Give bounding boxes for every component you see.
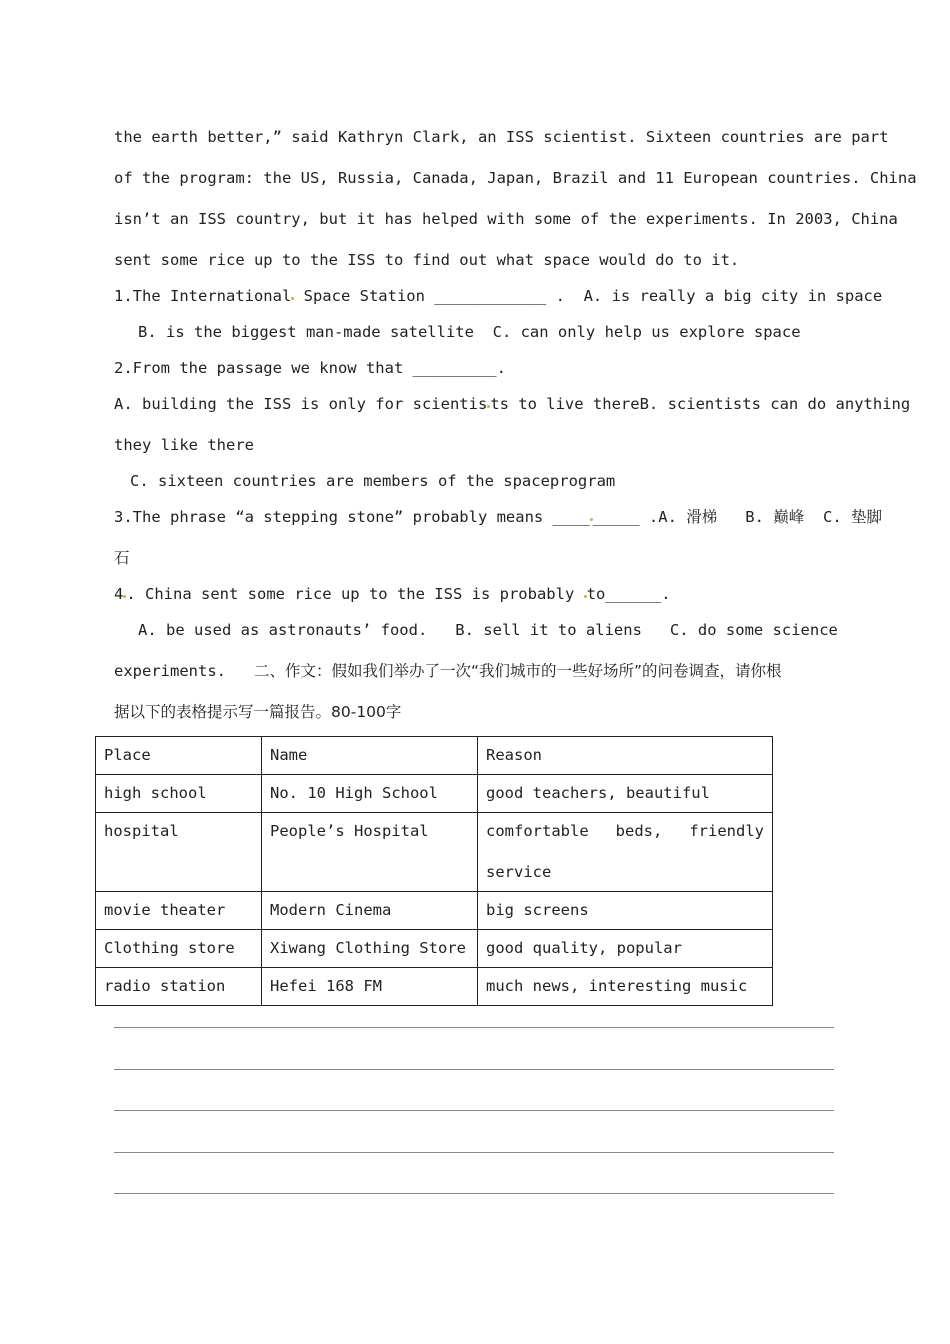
question-1-options-bc: B. is the biggest man-made satellite C. can only help us explore space <box>138 323 801 341</box>
question-4-options: A. be used as astronauts’ food. B. sell it to aliens C. do some science <box>138 621 838 639</box>
question-2-option-c: C. sixteen countries are members of the spaceprogram <box>130 472 616 490</box>
reason-first-line <box>486 820 764 842</box>
question-3 <box>114 506 883 528</box>
table-header-row <box>96 737 773 775</box>
survey-table <box>95 736 773 1006</box>
question-4-stem <box>114 583 844 605</box>
writing-line[interactable] <box>114 1069 834 1070</box>
question-3-option-c: 垫脚 <box>851 508 883 526</box>
writing-line[interactable] <box>114 1027 834 1028</box>
question-4-options-cont-and-writing-prompt <box>114 660 844 682</box>
question-2-option-b-cont: they like there <box>114 436 254 454</box>
table-cell-name: No. 10 High School <box>262 775 478 813</box>
passage-line-1: the earth better,” said Kathryn Clark, an ISS scientist. Sixteen countries are part <box>114 128 889 146</box>
table-cell-reason: much news, interesting music <box>478 968 773 1006</box>
writing-line[interactable] <box>114 1152 834 1153</box>
reason-word-comfortable: comfortable <box>486 822 589 840</box>
table-cell-place: Clothing store <box>96 930 262 968</box>
question-1-stem-b: Space Station ____________ . <box>294 287 565 305</box>
writing-prompt-line-2: 据以下的表格提示写一篇报告。80-100字 <box>114 703 402 721</box>
table-cell-name: Hefei 168 FM <box>262 968 478 1006</box>
question-3-stem-a: 3.The phrase “a stepping stone” probably means ____ <box>114 508 590 526</box>
table-row <box>96 775 773 813</box>
question-3-option-c-cont: 石 <box>114 549 130 567</box>
table-cell-place: movie theater <box>96 892 262 930</box>
table-cell-reason: good teachers, beautiful <box>478 775 773 813</box>
table-cell-name: Modern Cinema <box>262 892 478 930</box>
question-3-option-c-label: C. <box>822 508 842 526</box>
passage-line-4: sent some rice up to the ISS to find out what space would do to it. <box>114 251 740 269</box>
table-cell-reason: big screens <box>478 892 773 930</box>
writing-line[interactable] <box>114 1193 834 1194</box>
question-1-option-a: A. is really a big city in space <box>564 287 883 305</box>
reason-word-service: service <box>486 863 552 881</box>
table-cell-reason: good quality, popular <box>478 930 773 968</box>
table-cell-name: Xiwang Clothing Store <box>262 930 478 968</box>
question-4-number: 4 <box>114 585 124 603</box>
question-4-stem-b: . China sent some rice up to the ISS is probably <box>126 585 584 603</box>
table-cell-name: People’s Hospital <box>262 813 478 892</box>
question-3-option-b: 巅峰 <box>773 508 805 526</box>
table-header-name: Name <box>262 737 478 775</box>
question-3-stem-b: _____ .A. <box>592 508 677 526</box>
passage-line-3: isn’t an ISS country, but it has helped with some of the experiments. In 2003, China <box>114 210 898 228</box>
table-cell-place: high school <box>96 775 262 813</box>
reason-word-beds: beds, <box>615 822 663 840</box>
table-row <box>96 813 773 892</box>
table-row <box>96 930 773 968</box>
question-4-stem-c: to______. <box>586 585 671 603</box>
question-2-options-ab <box>114 393 911 415</box>
writing-prompt-line-1: 二、作文：假如我们举办了一次“我们城市的一些好场所”的问卷调查，请你根 <box>253 662 782 680</box>
table-cell-reason <box>478 813 773 892</box>
table-cell-place: hospital <box>96 813 262 892</box>
question-2-option-a-part2: ts to live thereB. scientists can do anything <box>490 395 911 413</box>
writing-line[interactable] <box>114 1110 834 1111</box>
question-1 <box>114 285 883 307</box>
reason-word-friendly: friendly <box>689 822 764 840</box>
table-header-place: Place <box>96 737 262 775</box>
table-row <box>96 968 773 1006</box>
question-4-options-cont: experiments. <box>114 662 226 680</box>
question-1-stem-a: 1.The International <box>114 287 292 305</box>
question-3-option-b-label: B. <box>745 508 764 526</box>
question-2-stem: 2.From the passage we know that _________. <box>114 359 506 377</box>
question-2-option-a-part1: A. building the ISS is only for scientis <box>114 395 488 413</box>
table-cell-place: radio station <box>96 968 262 1006</box>
passage-line-2: of the program: the US, Russia, Canada, Japan, Brazil and 11 European countries. China <box>114 169 917 187</box>
question-3-option-a: 滑梯 <box>686 508 718 526</box>
table-row <box>96 892 773 930</box>
table-header-reason: Reason <box>478 737 773 775</box>
